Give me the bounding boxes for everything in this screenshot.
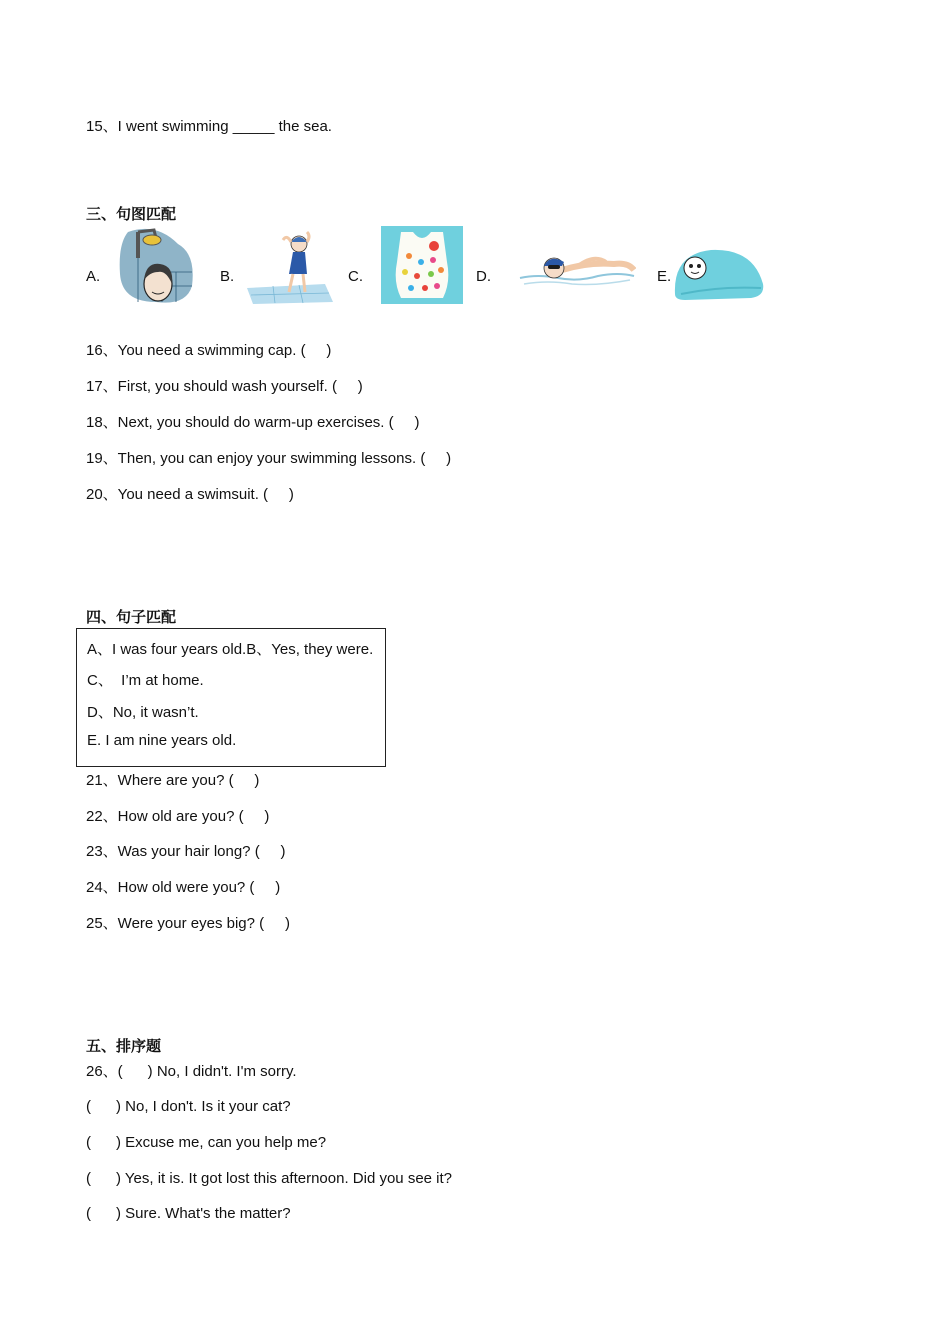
order-line-4: ( ) Yes, it is. It got lost this afternoon. Did you see it? — [86, 1170, 453, 1187]
order-line-3: ( ) Excuse me, can you help me? — [86, 1134, 327, 1151]
warm-up-icon — [243, 230, 335, 306]
question-19: 19、Then, you can enjoy your swimming lessons. ( ) — [86, 450, 452, 467]
question-15: 15、I went swimming _____ the sea. — [86, 118, 332, 135]
question-24: 24、How old were you? ( ) — [86, 879, 281, 896]
option-b-label: B. — [220, 268, 235, 285]
section-3-title: 三、句图匹配 — [86, 205, 177, 223]
question-16: 16、You need a swimming cap. ( ) — [86, 342, 332, 359]
section-4-title: 四、句子匹配 — [86, 608, 177, 626]
section-5-title: 五、排序题 — [86, 1037, 162, 1055]
order-line-2: ( ) No, I don't. Is it your cat? — [86, 1098, 291, 1115]
question-26: 26、( ) No, I didn't. I'm sorry. — [86, 1063, 297, 1080]
swimming-cap-icon — [671, 244, 767, 304]
option-a-label: A. — [86, 268, 101, 285]
question-17: 17、First, you should wash yourself. ( ) — [86, 378, 363, 395]
box-line-2: C、 I’m at home. — [87, 672, 204, 689]
question-23: 23、Was your hair long? ( ) — [86, 843, 286, 860]
question-18: 18、Next, you should do warm-up exercises. ( ) — [86, 414, 420, 431]
box-line-4: E. I am nine years old. — [87, 732, 237, 749]
swimmer-icon — [518, 248, 636, 288]
answer-options-box — [76, 628, 386, 767]
swimsuit-icon — [381, 226, 463, 304]
box-line-1: A、I was four years old.B、Yes, they were. — [87, 641, 374, 658]
box-line-3: D、No, it wasn’t. — [87, 704, 199, 721]
order-line-5: ( ) Sure. What's the matter? — [86, 1205, 291, 1222]
question-20: 20、You need a swimsuit. ( ) — [86, 486, 294, 503]
question-22: 22、How old are you? ( ) — [86, 808, 270, 825]
option-c-label: C. — [348, 268, 363, 285]
option-d-label: D. — [476, 268, 491, 285]
option-e-label: E. — [657, 268, 672, 285]
question-21: 21、Where are you? ( ) — [86, 772, 260, 789]
question-25: 25、Were your eyes big? ( ) — [86, 915, 290, 932]
shower-icon — [116, 224, 196, 304]
